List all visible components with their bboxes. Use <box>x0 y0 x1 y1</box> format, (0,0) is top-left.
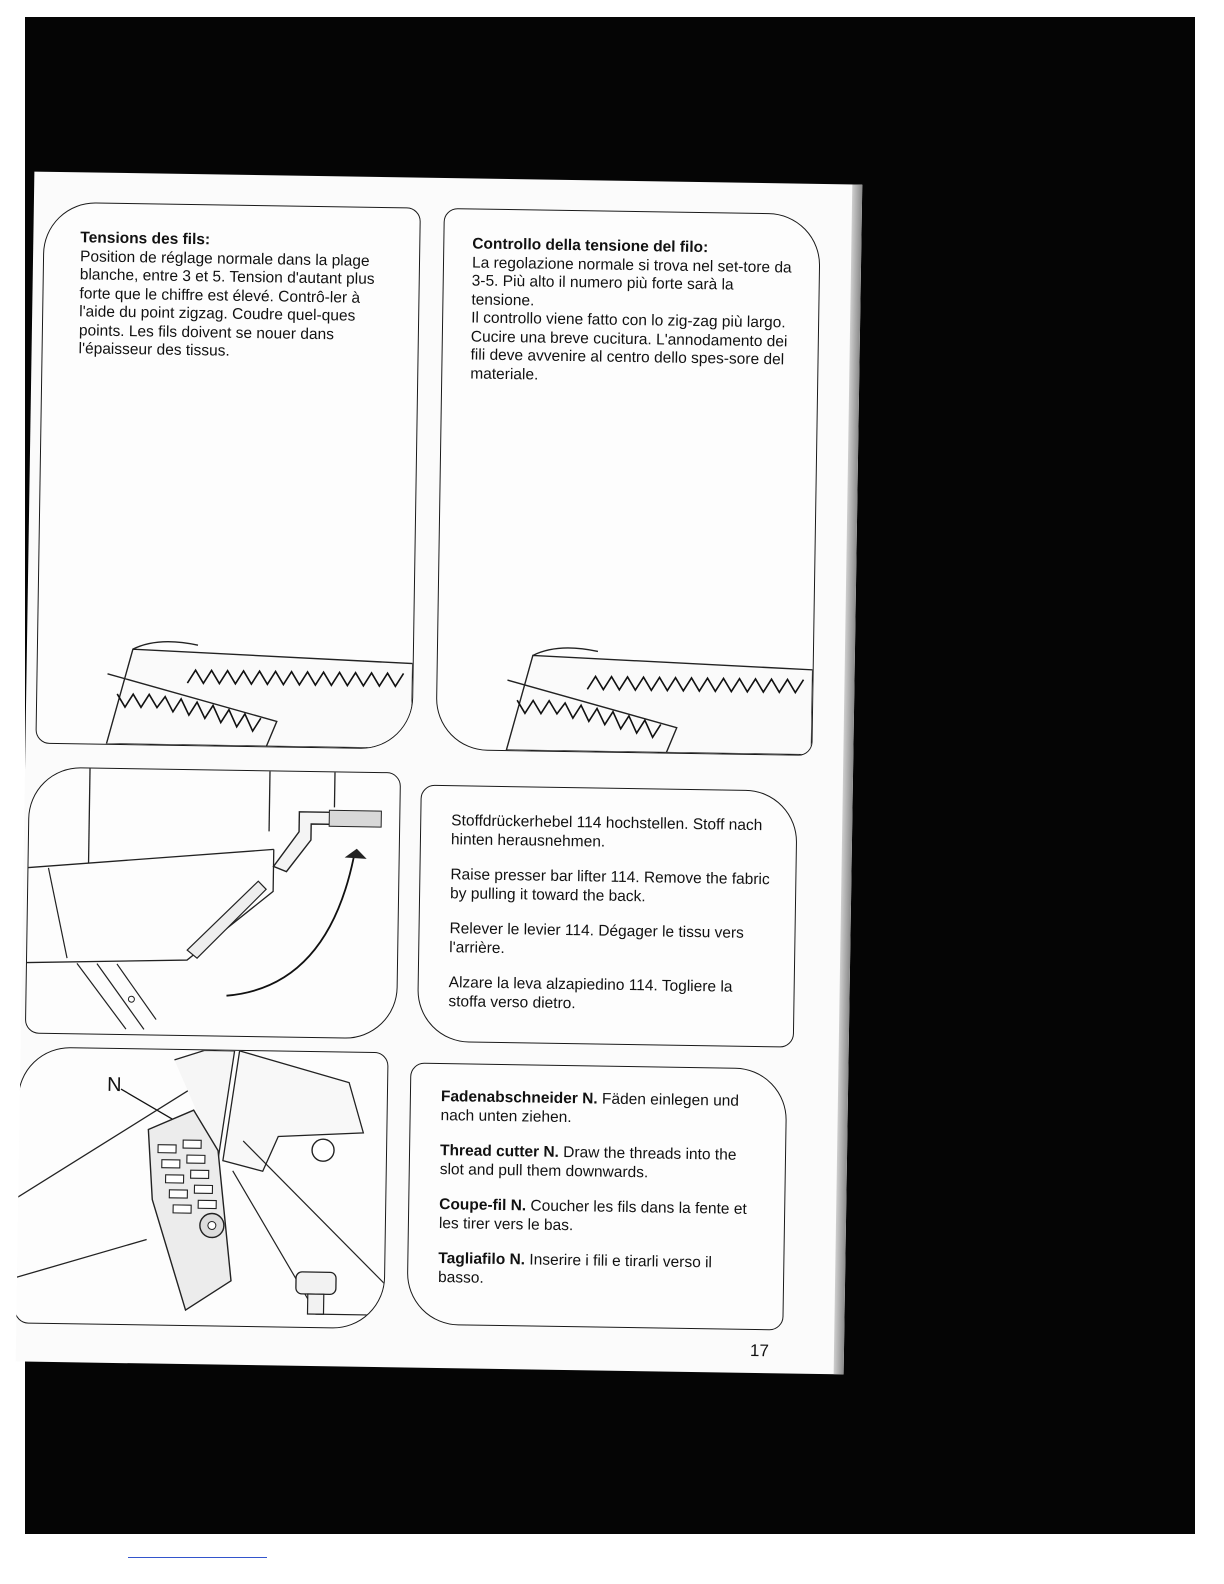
remove-fabric-it: Alzare la leva alzapiedino 114. Togliere la stoffa verso dietro. <box>448 974 733 1012</box>
thread-cutter-en <box>440 1142 761 1184</box>
thread-cutter-illustration-box <box>16 1046 389 1329</box>
presser-lifter-box <box>25 767 401 1040</box>
tension-it-line3: Cucire una breve cucitura. L'annodamento dei fili deve avvenire al centro dello spes-sore del materiale. <box>470 327 788 384</box>
thread-cutter-it-title: Tagliafilo N. <box>438 1250 526 1269</box>
remove-fabric-fr: Relever le levier 114. Dégager le tissu vers l'arrière. <box>449 920 745 957</box>
thread-cutter-fr-body: Coucher les fils dans la fente et les tirer vers le bas. <box>438 1197 747 1234</box>
tension-it-title: Controllo della tensione del filo: <box>472 235 709 257</box>
thread-cutter-text <box>438 1088 761 1309</box>
remove-fabric-en: Raise presser bar lifter 114. Remove the fabric by pulling it toward the back. <box>449 866 770 905</box>
thread-cutter-en-body: Draw the threads into the slot and pull them downwards. <box>439 1143 737 1181</box>
thread-cutter-fr-title: Coupe-fil N. <box>439 1196 527 1215</box>
tension-fr-title: Tensions des fils: <box>80 229 211 249</box>
thread-cutter-illustration <box>16 1047 388 1328</box>
remove-fabric-text <box>448 812 771 1033</box>
thread-cutter-it-body: Inserire i fili e tirarli verso il basso. <box>437 1251 713 1287</box>
presser-lifter-illustration <box>26 768 400 1039</box>
thread-cutter-box <box>406 1063 787 1331</box>
thread-cutter-de-body: Fäden einlegen und nach unten ziehen. <box>440 1090 740 1126</box>
tension-it-box <box>435 208 820 756</box>
zigzag-stitch-illustration-2 <box>436 209 819 755</box>
thread-cutter-it <box>438 1250 759 1292</box>
thread-cutter-en-title: Thread cutter N. <box>439 1142 560 1161</box>
thread-cutter-fr <box>439 1196 760 1238</box>
tension-it-line2: Il controllo viene fatto con lo zig-zag più largo. <box>471 309 786 332</box>
thread-cutter-de-title: Fadenabschneider N. <box>440 1088 598 1108</box>
page-number: 17 <box>749 1340 770 1361</box>
thread-cutter-de <box>440 1088 761 1130</box>
zigzag-stitch-illustration <box>36 203 419 749</box>
tension-fr-body: Position de réglage normale dans la plage blanche, entre 3 et 5. Tension d'autant plus forte que le chiffre est élevé. Contrô-ler à l'aide du point zigzag. Coudre quel-ques points. Les fils doivent se nouer dans l'épaisseur des tissus. <box>78 247 375 360</box>
blue-line <box>128 1557 267 1558</box>
manual-page <box>16 172 863 1375</box>
remove-fabric-de: Stoffdrückerhebel 114 hochstellen. Stoff nach hinten herausnehmen. <box>450 812 763 851</box>
tension-it-line1: La regolazione normale si trova nel set-tore da 3-5. Più alto il numero più forte sarà la tensione. <box>471 253 792 309</box>
label-n: N <box>106 1073 122 1097</box>
remove-fabric-box <box>417 785 798 1048</box>
tension-fr-box <box>35 202 420 750</box>
